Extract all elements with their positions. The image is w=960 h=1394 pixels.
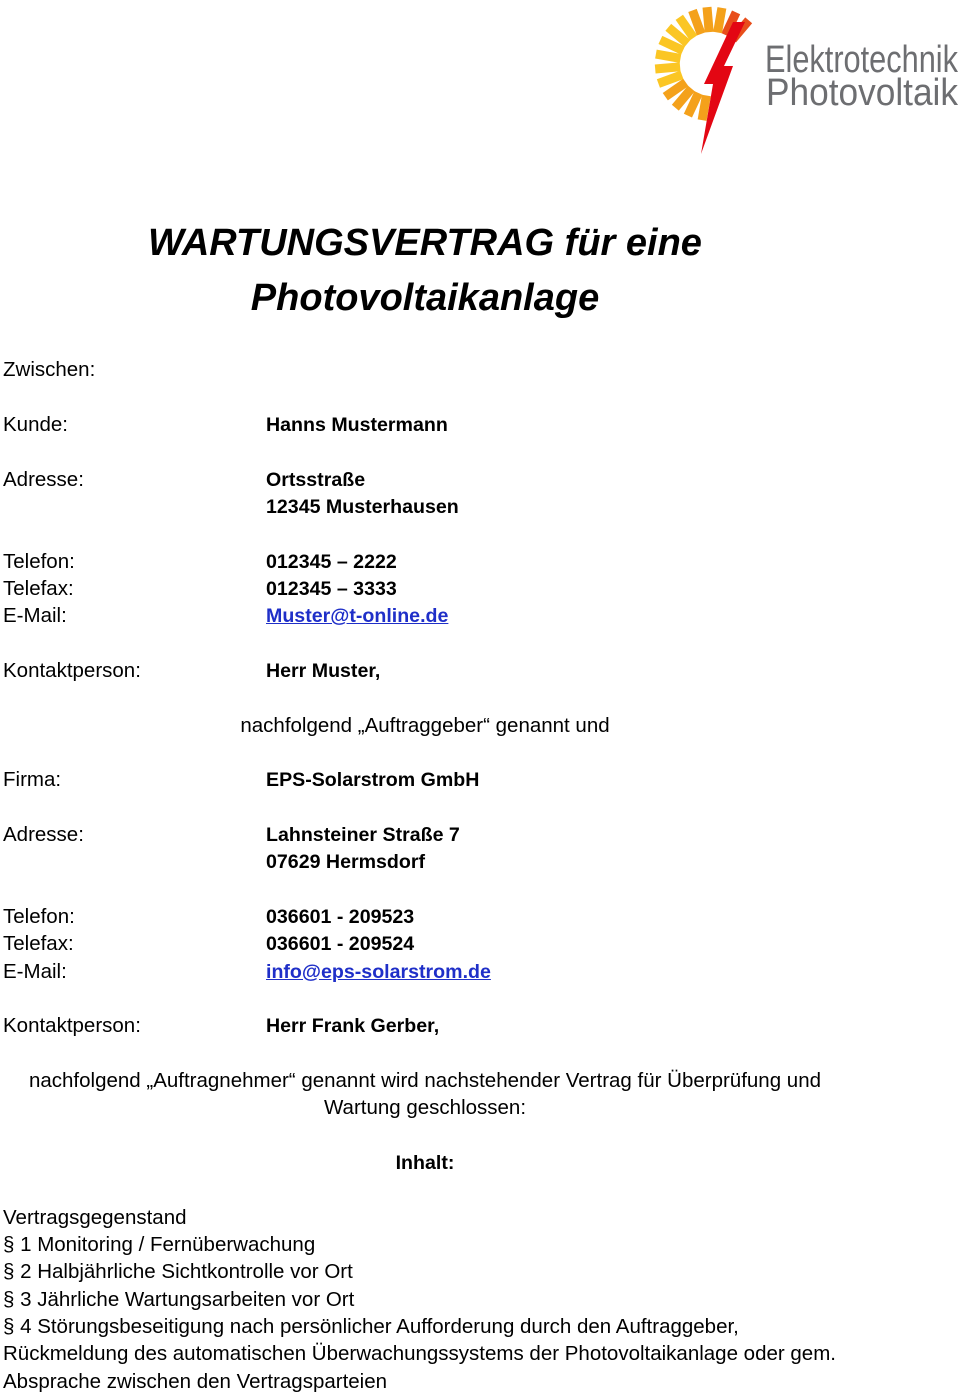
- client-street: Ortsstraße: [266, 468, 366, 491]
- client-city: 12345 Musterhausen: [266, 495, 459, 518]
- contractor-role-text: [3, 1069, 847, 1093]
- client-address-label: Adresse:: [3, 467, 84, 491]
- contractor-phone-label: Telefon:: [3, 904, 75, 928]
- contractor-company-row: [0, 768, 960, 792]
- client-name-label: Kunde:: [3, 412, 68, 436]
- client-name: Hanns Mustermann: [266, 413, 448, 436]
- client-city-row: [0, 495, 960, 519]
- contents-heading-text: Inhalt:: [395, 1151, 455, 1174]
- contractor-street: Lahnsteiner Straße 7: [266, 823, 460, 846]
- contractor-phone: 036601 - 209523: [266, 905, 415, 928]
- client-email-label: E-Mail:: [3, 604, 67, 628]
- contents-item-4-cont: [0, 1370, 960, 1394]
- client-contact-row: [0, 659, 960, 683]
- client-phone: 012345 – 2222: [266, 550, 397, 573]
- contract-subject: Vertragsgegenstand: [3, 1205, 187, 1229]
- client-phone-row: [0, 550, 960, 574]
- contents-item-text: Absprache zwischen den Vertragsparteien: [3, 1369, 388, 1393]
- contractor-fax-row: [0, 932, 960, 956]
- client-phone-label: Telefon:: [3, 549, 75, 573]
- client-fax: 012345 – 3333: [266, 577, 397, 600]
- contents-item-4: [0, 1315, 960, 1339]
- parties-intro-row: [0, 358, 960, 382]
- contractor-role-text-cont: [3, 1096, 847, 1120]
- client-role-text: [3, 714, 847, 738]
- contractor-email-link[interactable]: info@eps-solarstrom.de: [266, 960, 491, 983]
- lightning-bolt-icon: [701, 22, 745, 154]
- contents-item-2: [0, 1260, 960, 1284]
- contractor-company-label: Firma:: [3, 768, 62, 792]
- client-fax-row: [0, 577, 960, 601]
- contractor-email-row: [0, 960, 960, 984]
- contractor-email-label: E-Mail:: [3, 959, 67, 983]
- company-logo: [0, 0, 960, 160]
- contractor-city-row: [0, 850, 960, 874]
- client-fax-label: Telefax:: [3, 576, 74, 600]
- contents-item-text: § 1 Monitoring / Fernüberwachung: [3, 1232, 316, 1256]
- contractor-role-text-line1: nachfolgend „Auftragnehmer“ genannt wird nachstehender Vertrag für Überprüfung und: [28, 1068, 822, 1092]
- contents-item-1: [0, 1233, 960, 1257]
- contractor-fax: 036601 - 209524: [266, 933, 415, 956]
- parties-intro: Zwischen:: [3, 358, 96, 382]
- contract-subject-row: [0, 1206, 960, 1230]
- sun-ray: [655, 67, 680, 69]
- contractor-fax-label: Telefax:: [3, 932, 74, 956]
- client-email-row: [0, 604, 960, 628]
- contents-item-text: § 4 Störungsbeseitigung nach persönlicher Aufforderung durch den Auftraggeber,: [3, 1314, 739, 1338]
- document-title-line1: WARTUNGSVERTRAG für eine: [148, 222, 702, 264]
- client-name-row: [0, 413, 960, 437]
- sun-ray: [656, 54, 681, 58]
- client-contact: Herr Muster,: [266, 659, 381, 682]
- contractor-contact-row: [0, 1014, 960, 1038]
- contractor-address-row: [0, 823, 960, 847]
- client-role-text-line: nachfolgend „Auftraggeber“ genannt und: [240, 713, 610, 737]
- logo-wordmark-line1: Elektrotechnik: [765, 39, 959, 81]
- contractor-city: 07629 Hermsdorf: [266, 851, 426, 874]
- contents-heading: [3, 1151, 847, 1175]
- sun-ray: [718, 8, 722, 33]
- sun-ray: [702, 96, 706, 121]
- contents-item-text: § 2 Halbjährliche Sichtkontrolle vor Ort: [3, 1260, 353, 1284]
- client-email-link[interactable]: Muster@t-online.de: [266, 605, 449, 628]
- contractor-role-text-line2: Wartung geschlossen:: [323, 1096, 527, 1120]
- contents-item-3: [0, 1288, 960, 1312]
- contents-item-text: § 3 Jährliche Wartungsarbeiten vor Ort: [3, 1287, 355, 1311]
- document-title-line2: Photovoltaikanlage: [250, 277, 600, 319]
- client-contact-label: Kontaktperson:: [3, 658, 141, 682]
- contents-item-4-cont: [0, 1342, 960, 1366]
- contractor-contact-label: Kontaktperson:: [3, 1014, 141, 1038]
- logo-wordmark-line2: Photovoltaik: [766, 72, 959, 114]
- contractor-contact: Herr Frank Gerber,: [266, 1015, 440, 1038]
- sun-ray: [707, 7, 709, 32]
- document-title: [3, 216, 847, 326]
- contractor-address-label: Adresse:: [3, 822, 84, 846]
- contractor-phone-row: [0, 905, 960, 929]
- client-address-row: [0, 468, 960, 492]
- contractor-company: EPS-Solarstrom GmbH: [266, 769, 480, 792]
- contents-item-text: Rückmeldung des automatischen Überwachungssystems der Photovoltaikanlage oder gem.: [3, 1342, 836, 1366]
